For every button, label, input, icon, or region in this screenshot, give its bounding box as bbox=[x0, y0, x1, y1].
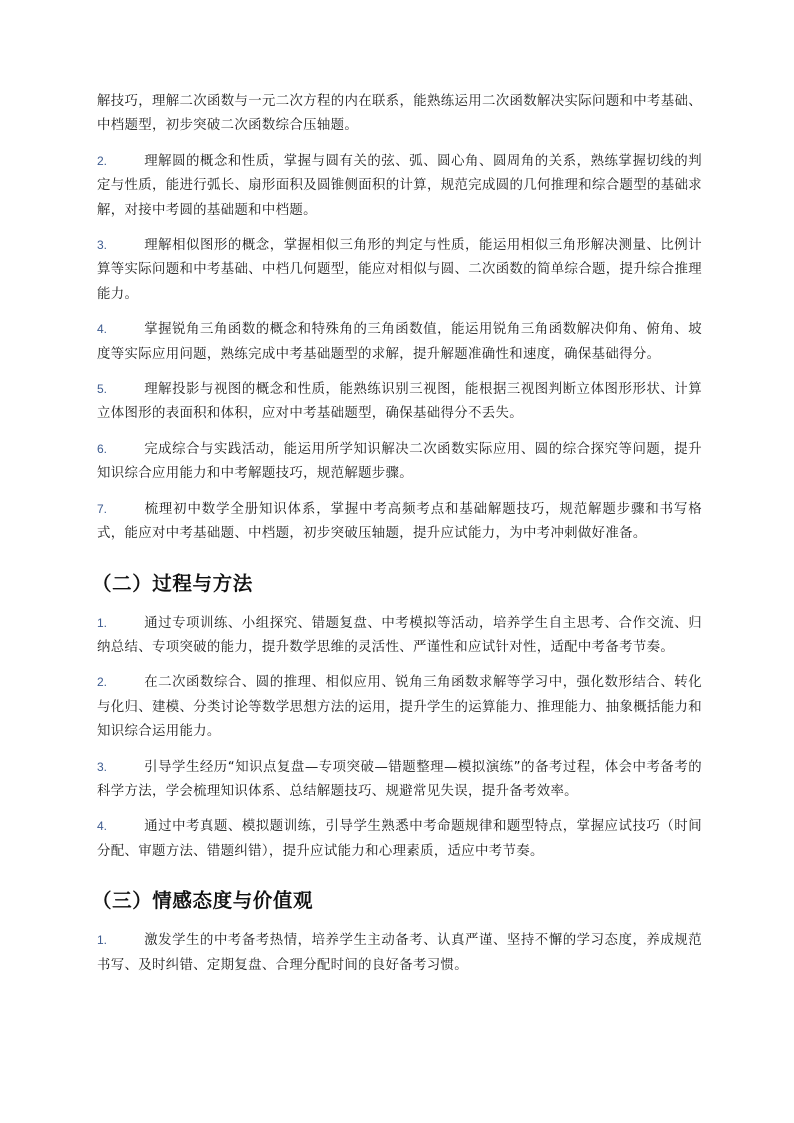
process-methods-list bbox=[97, 611, 702, 865]
list-text: 理解投影与视图的概念和性质，能熟练识别三视图，能根据三视图判断立体图形形状、计算立体图形的表面积和体积，应对中考基础题型，确保基础得分不丢失。 bbox=[97, 382, 702, 422]
list-number: 1. bbox=[97, 933, 108, 948]
list-number: 2. bbox=[97, 675, 108, 690]
list-item bbox=[97, 317, 702, 367]
list-text: 理解相似图形的概念，掌握相似三角形的判定与性质，能运用相似三角形解决测量、比例计算等实际问题和中考基础、中档几何题型，能应对相似与圆、二次函数的简单综合题，提升综合推理能力。 bbox=[97, 238, 702, 302]
list-item bbox=[97, 377, 702, 427]
list-text: 完成综合与实践活动，能运用所学知识解决二次函数实际应用、圆的综合探究等问题，提升知识综合应用能力和中考解题技巧，规范解题步骤。 bbox=[97, 441, 702, 482]
list-text: 通过中考真题、模拟题训练，引导学生熟悉中考命题规律和题型特点，掌握应试技巧（时间分配、审题方法、错题纠错），提升应试能力和心理素质，适应中考节奏。 bbox=[97, 819, 702, 859]
list-item bbox=[97, 755, 702, 805]
list-text: 在二次函数综合、圆的推理、相似应用、锐角三角函数求解等学习中，强化数形结合、转化与化归、建模、分类讨论等数学思想方法的运用，提升学生的运算能力、推理能力、抽象概括能力和知识综合运用能力。 bbox=[97, 675, 702, 740]
list-item bbox=[97, 928, 702, 978]
list-number: 5. bbox=[97, 382, 108, 397]
list-number: 6. bbox=[97, 441, 108, 456]
document-body bbox=[92, 90, 702, 988]
list-text: 通过专项训练、小组探究、错题复盘、中考模拟等活动，培养学生自主思考、合作交流、归纳总结、专项突破的能力，提升数学思维的灵活性、严谨性和应试针对性，适配中考备考节奏。 bbox=[97, 615, 702, 655]
list-item bbox=[97, 233, 702, 307]
list-number: 7. bbox=[97, 501, 108, 516]
knowledge-list bbox=[97, 149, 702, 547]
list-text: 理解圆的概念和性质，掌握与圆有关的弦、弧、圆心角、圆周角的关系，熟练掌握切线的判定与性质，能进行弧长、扇形面积及圆锥侧面积的计算，规范完成圆的几何推理和综合题型的基础求解，对接中考圆的基础题和中档题。 bbox=[97, 153, 702, 218]
list-number: 4. bbox=[97, 322, 108, 337]
list-text: 梳理初中数学全册知识体系，掌握中考高频考点和基础解题技巧，规范解题步骤和书写格式，能应对中考基础题、中档题，初步突破压轴题，提升应试能力，为中考冲刺做好准备。 bbox=[97, 501, 702, 542]
list-number: 3. bbox=[97, 238, 108, 253]
list-number: 4. bbox=[97, 819, 108, 834]
section-heading-process-methods: （二）过程与方法 bbox=[92, 571, 253, 595]
list-number: 3. bbox=[97, 759, 108, 774]
section-heading-attitude-values: （三）情感态度与价值观 bbox=[92, 889, 314, 913]
list-item bbox=[97, 670, 702, 744]
list-item bbox=[97, 611, 702, 661]
list-number: 1. bbox=[97, 615, 108, 630]
attitude-values-list bbox=[97, 928, 702, 978]
list-text: 引导学生经历“知识点复盘—专项突破—错题整理—模拟演练”的备考过程，体会中考备考的科学方法，学会梳理知识体系、总结解题技巧、规避常见失误，提升备考效率。 bbox=[97, 759, 702, 799]
list-item bbox=[97, 497, 702, 547]
intro-paragraph: 解技巧，理解二次函数与一元二次方程的内在联系，能熟练运用二次函数解决实际问题和中考基础、中档题型，初步突破二次函数综合压轴题。 bbox=[97, 94, 702, 134]
list-item bbox=[97, 149, 702, 223]
list-item bbox=[97, 814, 702, 864]
list-text: 掌握锐角三角函数的概念和特殊角的三角函数值，能运用锐角三角函数解决仰角、俯角、坡度等实际应用问题，熟练完成中考基础题型的求解，提升解题准确性和速度，确保基础得分。 bbox=[97, 322, 702, 362]
list-item bbox=[97, 437, 702, 487]
list-number: 2. bbox=[97, 153, 108, 168]
list-text: 激发学生的中考备考热情，培养学生主动备考、认真严谨、坚持不懈的学习态度，养成规范书写、及时纠错、定期复盘、合理分配时间的良好备考习惯。 bbox=[97, 933, 702, 973]
